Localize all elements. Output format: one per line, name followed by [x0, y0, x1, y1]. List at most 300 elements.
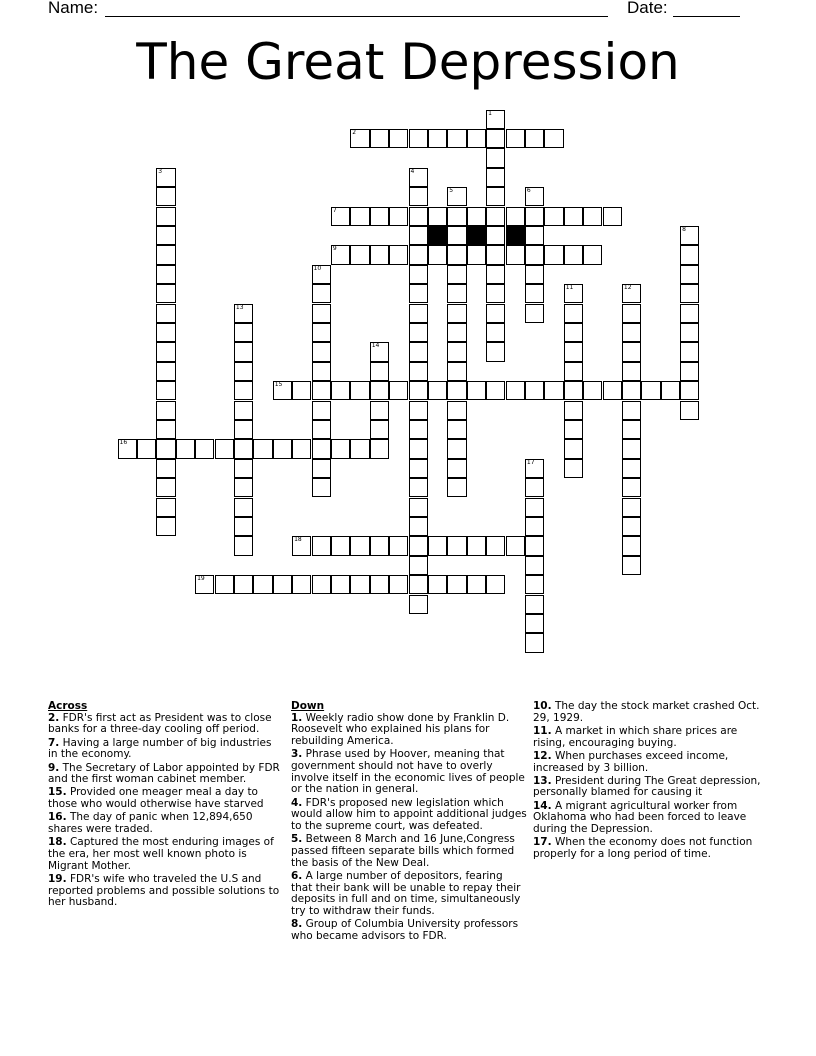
grid-cell[interactable] — [486, 207, 505, 226]
grid-cell[interactable] — [447, 304, 466, 323]
clue-item — [291, 798, 527, 833]
clue-text: Having a large number of big industries in the economy. — [48, 736, 272, 761]
clue-item — [533, 776, 769, 799]
clue-text: When purchases exceed income, increased by 3 billion. — [533, 749, 729, 774]
clue-number-label: 9. — [48, 761, 60, 774]
grid-cell[interactable] — [622, 342, 641, 361]
grid-cell[interactable] — [680, 284, 699, 303]
grid-cell[interactable] — [467, 245, 486, 264]
grid-cell[interactable] — [312, 323, 331, 342]
grid-cell[interactable] — [156, 207, 175, 226]
grid-cell[interactable] — [370, 362, 389, 381]
grid-cell[interactable] — [641, 381, 660, 400]
grid-cell[interactable] — [447, 187, 466, 206]
grid-cell[interactable] — [544, 381, 563, 400]
clue-number-label: 14. — [533, 799, 552, 812]
grid-cell[interactable] — [156, 459, 175, 478]
clue-text: Phrase used by Hoover, meaning that government should not have to overly involve itself in the economic lives of people or the nation in general. — [291, 748, 525, 796]
grid-cell[interactable] — [350, 207, 369, 226]
grid-cell[interactable] — [234, 575, 253, 594]
grid-cell[interactable] — [234, 381, 253, 400]
grid-cell[interactable] — [428, 207, 447, 226]
grid-cell[interactable] — [350, 245, 369, 264]
grid-cell[interactable] — [409, 595, 428, 614]
grid-cell[interactable] — [234, 498, 253, 517]
grid-cell[interactable] — [622, 517, 641, 536]
grid-cell[interactable] — [370, 575, 389, 594]
grid-cell[interactable] — [525, 478, 544, 497]
grid-cell[interactable] — [506, 207, 525, 226]
grid-cell[interactable] — [680, 362, 699, 381]
grid-cell[interactable] — [506, 536, 525, 555]
clue-number-label: 7. — [48, 736, 60, 749]
across-clue-list — [48, 713, 284, 909]
grid-cell[interactable] — [622, 478, 641, 497]
grid-cell[interactable] — [156, 342, 175, 361]
grid-cell[interactable] — [389, 575, 408, 594]
grid-cell[interactable] — [467, 381, 486, 400]
grid-cell[interactable] — [312, 342, 331, 361]
grid-cell[interactable] — [525, 226, 544, 245]
grid-cell[interactable] — [156, 401, 175, 420]
grid-cell[interactable] — [156, 245, 175, 264]
grid-cell[interactable] — [447, 478, 466, 497]
black-cell — [506, 226, 525, 245]
grid-cell[interactable] — [409, 536, 428, 555]
clue-text: The day of panic when 12,894,650 shares were traded. — [48, 811, 253, 836]
grid-cell[interactable] — [253, 575, 272, 594]
grid-cell[interactable] — [215, 575, 234, 594]
grid-cell[interactable] — [486, 148, 505, 167]
grid-cell[interactable] — [525, 265, 544, 284]
grid-cell[interactable] — [312, 265, 331, 284]
grid-cell[interactable] — [603, 207, 622, 226]
clue-item — [291, 713, 527, 748]
grid-cell[interactable] — [622, 459, 641, 478]
grid-cell[interactable] — [370, 381, 389, 400]
grid-cell[interactable] — [156, 439, 175, 458]
grid-cell[interactable] — [137, 439, 156, 458]
grid-cell[interactable] — [273, 381, 292, 400]
grid-cell[interactable] — [525, 498, 544, 517]
down-clues-continued — [533, 701, 769, 862]
grid-cell[interactable] — [447, 342, 466, 361]
grid-cell[interactable] — [564, 459, 583, 478]
grid-cell[interactable] — [467, 536, 486, 555]
grid-cell[interactable] — [525, 536, 544, 555]
grid-cell[interactable] — [312, 381, 331, 400]
grid-cell[interactable] — [525, 187, 544, 206]
grid-cell[interactable] — [428, 381, 447, 400]
grid-cell[interactable] — [234, 459, 253, 478]
grid-cell[interactable] — [447, 129, 466, 148]
grid-cell[interactable] — [564, 245, 583, 264]
grid-cell[interactable] — [622, 284, 641, 303]
grid-cell[interactable] — [506, 381, 525, 400]
date-label: Date: — [627, 0, 668, 17]
grid-cell[interactable] — [622, 536, 641, 555]
grid-cell[interactable] — [156, 323, 175, 342]
grid-cell[interactable] — [312, 304, 331, 323]
grid-cell[interactable] — [486, 323, 505, 342]
clue-number: 14 — [371, 342, 380, 350]
grid-cell[interactable] — [156, 420, 175, 439]
grid-cell[interactable] — [409, 556, 428, 575]
grid-cell[interactable] — [292, 439, 311, 458]
clue-number: 17 — [526, 458, 535, 466]
grid-cell[interactable] — [486, 575, 505, 594]
grid-cell[interactable] — [486, 342, 505, 361]
clue-item — [291, 749, 527, 796]
grid-cell[interactable] — [447, 536, 466, 555]
grid-cell[interactable] — [234, 439, 253, 458]
grid-cell[interactable] — [312, 362, 331, 381]
clue-number-label: 4. — [291, 796, 303, 809]
grid-cell[interactable] — [467, 207, 486, 226]
grid-cell[interactable] — [409, 420, 428, 439]
grid-cell[interactable] — [525, 245, 544, 264]
grid-cell[interactable] — [389, 381, 408, 400]
clue-number: 18 — [294, 536, 302, 544]
grid-cell[interactable] — [312, 401, 331, 420]
grid-cell[interactable] — [312, 439, 331, 458]
grid-cell[interactable] — [622, 439, 641, 458]
clue-number-label: 6. — [291, 869, 303, 882]
grid-cell[interactable] — [292, 381, 311, 400]
grid-cell[interactable] — [312, 478, 331, 497]
grid-cell[interactable] — [564, 207, 583, 226]
grid-cell[interactable] — [447, 362, 466, 381]
grid-cell[interactable] — [370, 207, 389, 226]
grid-cell[interactable] — [409, 498, 428, 517]
grid-cell[interactable] — [350, 439, 369, 458]
grid-cell[interactable] — [428, 129, 447, 148]
grid-cell[interactable] — [409, 226, 428, 245]
grid-cell[interactable] — [564, 342, 583, 361]
clue-number: 19 — [197, 575, 205, 583]
grid-cell[interactable] — [583, 381, 602, 400]
grid-cell[interactable] — [156, 265, 175, 284]
grid-cell[interactable] — [447, 575, 466, 594]
clue-text: Captured the most enduring images of the era, her most well known photo is Migrant Mother. — [48, 836, 274, 872]
grid-cell[interactable] — [312, 459, 331, 478]
grid-cell[interactable] — [680, 265, 699, 284]
grid-cell[interactable] — [525, 459, 544, 478]
grid-cell[interactable] — [447, 401, 466, 420]
grid-cell[interactable] — [370, 439, 389, 458]
grid-cell[interactable] — [622, 498, 641, 517]
across-heading: Across — [48, 700, 88, 712]
clue-number: 2 — [352, 128, 357, 136]
grid-cell[interactable] — [447, 245, 466, 264]
grid-cell[interactable] — [156, 498, 175, 517]
grid-cell[interactable] — [350, 381, 369, 400]
grid-cell[interactable] — [564, 284, 583, 303]
grid-cell[interactable] — [622, 323, 641, 342]
grid-cell[interactable] — [564, 401, 583, 420]
grid-cell[interactable] — [680, 304, 699, 323]
grid-cell[interactable] — [603, 381, 622, 400]
grid-cell[interactable] — [525, 304, 544, 323]
grid-cell[interactable] — [525, 633, 544, 652]
grid-cell[interactable] — [409, 459, 428, 478]
clue-text: FDR's wife who traveled the U.S and reported problems and possible solutions to her husband. — [48, 872, 280, 909]
clue-number-label: 2. — [48, 711, 60, 724]
clue-number-label: 5. — [291, 833, 303, 846]
clue-item — [533, 801, 769, 836]
grid-cell[interactable] — [447, 381, 466, 400]
clue-number: 3 — [158, 167, 163, 175]
grid-cell[interactable] — [486, 245, 505, 264]
grid-cell[interactable] — [312, 536, 331, 555]
down-heading: Down — [291, 700, 325, 712]
grid-cell[interactable] — [409, 517, 428, 536]
grid-cell[interactable] — [234, 420, 253, 439]
clue-number: 8 — [682, 225, 686, 233]
grid-cell[interactable] — [486, 381, 505, 400]
grid-cell[interactable] — [370, 342, 389, 361]
grid-cell[interactable] — [312, 575, 331, 594]
grid-cell[interactable] — [234, 323, 253, 342]
grid-cell[interactable] — [156, 226, 175, 245]
grid-cell[interactable] — [409, 187, 428, 206]
grid-cell[interactable] — [525, 207, 544, 226]
grid-cell[interactable] — [622, 401, 641, 420]
grid-cell[interactable] — [409, 304, 428, 323]
clue-item — [533, 751, 769, 774]
grid-cell[interactable] — [118, 439, 137, 458]
grid-cell[interactable] — [428, 245, 447, 264]
grid-cell[interactable] — [156, 478, 175, 497]
grid-cell[interactable] — [234, 304, 253, 323]
grid-cell[interactable] — [622, 420, 641, 439]
grid-cell[interactable] — [680, 226, 699, 245]
grid-cell[interactable] — [176, 439, 195, 458]
page-title: The Great Depression — [136, 33, 680, 91]
grid-cell[interactable] — [409, 129, 428, 148]
clue-item — [533, 837, 769, 860]
grid-cell[interactable] — [234, 536, 253, 555]
grid-cell[interactable] — [544, 129, 563, 148]
clue-number: 5 — [449, 187, 454, 195]
grid-cell[interactable] — [622, 556, 641, 575]
grid-cell[interactable] — [506, 129, 525, 148]
grid-cell[interactable] — [486, 284, 505, 303]
grid-cell[interactable] — [273, 439, 292, 458]
grid-cell[interactable] — [409, 245, 428, 264]
grid-cell[interactable] — [195, 439, 214, 458]
grid-cell[interactable] — [447, 420, 466, 439]
clue-number-label: 19. — [48, 872, 67, 885]
grid-cell[interactable] — [525, 284, 544, 303]
grid-cell[interactable] — [486, 226, 505, 245]
grid-cell[interactable] — [622, 304, 641, 323]
grid-cell[interactable] — [680, 245, 699, 264]
grid-cell[interactable] — [331, 439, 350, 458]
clue-number: 7 — [332, 206, 337, 214]
grid-cell[interactable] — [409, 342, 428, 361]
down-clue-list — [291, 713, 527, 943]
grid-cell[interactable] — [583, 245, 602, 264]
grid-cell[interactable] — [273, 575, 292, 594]
clue-text: Weekly radio show done by Franklin D. Roosevelt who explained his plans for rebuilding America. — [291, 711, 510, 748]
grid-cell[interactable] — [253, 439, 272, 458]
across-clues — [48, 701, 284, 910]
grid-cell[interactable] — [156, 187, 175, 206]
grid-cell[interactable] — [525, 129, 544, 148]
grid-cell[interactable] — [544, 245, 563, 264]
clue-item — [291, 919, 527, 942]
grid-cell[interactable] — [370, 536, 389, 555]
grid-cell[interactable] — [409, 381, 428, 400]
clue-item — [533, 726, 769, 749]
grid-cell[interactable] — [447, 226, 466, 245]
grid-cell[interactable] — [428, 536, 447, 555]
grid-cell[interactable] — [525, 556, 544, 575]
grid-cell[interactable] — [486, 304, 505, 323]
grid-cell[interactable] — [350, 536, 369, 555]
black-cell — [428, 226, 447, 245]
grid-cell[interactable] — [409, 168, 428, 187]
grid-cell[interactable] — [467, 129, 486, 148]
grid-cell[interactable] — [312, 420, 331, 439]
grid-cell[interactable] — [370, 401, 389, 420]
grid-cell[interactable] — [409, 323, 428, 342]
grid-cell[interactable] — [447, 439, 466, 458]
grid-cell[interactable] — [156, 362, 175, 381]
clue-text: Between 8 March and 16 June,Congress passed fifteen separate bills which formed the basis of the New Deal. — [291, 833, 515, 869]
grid-cell[interactable] — [409, 284, 428, 303]
grid-cell[interactable] — [389, 245, 408, 264]
clue-item — [48, 763, 284, 786]
name-label: Name: — [48, 0, 99, 17]
grid-cell[interactable] — [156, 284, 175, 303]
grid-cell[interactable] — [506, 245, 525, 264]
grid-cell[interactable] — [564, 362, 583, 381]
grid-cell[interactable] — [447, 207, 466, 226]
grid-cell[interactable] — [195, 575, 214, 594]
grid-cell[interactable] — [564, 420, 583, 439]
grid-cell[interactable] — [370, 129, 389, 148]
grid-cell[interactable] — [564, 439, 583, 458]
grid-cell[interactable] — [467, 575, 486, 594]
grid-cell[interactable] — [564, 323, 583, 342]
clue-text: FDR's first act as President was to close banks for a three-day cooling off period. — [48, 711, 272, 736]
clue-text: When the economy does not function properly for a long period of time. — [533, 836, 753, 860]
grid-cell[interactable] — [622, 381, 641, 400]
grid-cell[interactable] — [234, 401, 253, 420]
clue-number: 13 — [235, 303, 244, 311]
grid-cell[interactable] — [350, 575, 369, 594]
clue-number: 11 — [565, 284, 574, 292]
grid-cell[interactable] — [234, 517, 253, 536]
grid-cell[interactable] — [486, 110, 505, 129]
grid-cell[interactable] — [486, 168, 505, 187]
grid-cell[interactable] — [447, 323, 466, 342]
grid-cell[interactable] — [389, 536, 408, 555]
grid-cell[interactable] — [486, 265, 505, 284]
grid-cell[interactable] — [350, 129, 369, 148]
grid-cell[interactable] — [409, 401, 428, 420]
grid-cell[interactable] — [525, 517, 544, 536]
grid-cell[interactable] — [234, 362, 253, 381]
clue-number-label: 18. — [48, 836, 67, 849]
grid-cell[interactable] — [370, 420, 389, 439]
clue-text: The day the stock market crashed Oct. 29, 1929. — [533, 700, 760, 724]
grid-cell[interactable] — [331, 245, 350, 264]
grid-cell[interactable] — [525, 595, 544, 614]
grid-cell[interactable] — [622, 362, 641, 381]
down-clues — [291, 701, 527, 944]
grid-cell[interactable] — [525, 381, 544, 400]
clue-text: FDR's proposed new legislation which would allow him to appoint additional judges to the supreme court, was defeated. — [291, 796, 527, 833]
grid-cell[interactable] — [680, 381, 699, 400]
clue-item — [533, 701, 769, 724]
clue-number-label: 1. — [291, 711, 303, 724]
grid-cell[interactable] — [389, 207, 408, 226]
grid-cell[interactable] — [680, 342, 699, 361]
grid-cell[interactable] — [292, 536, 311, 555]
grid-cell[interactable] — [156, 381, 175, 400]
grid-cell[interactable] — [234, 478, 253, 497]
grid-cell[interactable] — [370, 245, 389, 264]
grid-cell[interactable] — [331, 381, 350, 400]
grid-cell[interactable] — [409, 439, 428, 458]
grid-cell[interactable] — [331, 536, 350, 555]
grid-cell[interactable] — [389, 129, 408, 148]
clue-number: 1 — [488, 109, 492, 117]
grid-cell[interactable] — [447, 265, 466, 284]
grid-cell[interactable] — [486, 129, 505, 148]
grid-cell[interactable] — [583, 207, 602, 226]
grid-cell[interactable] — [447, 284, 466, 303]
grid-cell[interactable] — [447, 459, 466, 478]
clue-number: 6 — [526, 187, 531, 195]
clue-text: A migrant agricultural worker from Oklahoma who had been forced to leave during the Depression. — [533, 799, 747, 836]
grid-cell[interactable] — [428, 575, 447, 594]
grid-cell[interactable] — [156, 517, 175, 536]
grid-cell[interactable] — [564, 304, 583, 323]
grid-cell[interactable] — [409, 362, 428, 381]
grid-cell[interactable] — [331, 207, 350, 226]
grid-cell[interactable] — [312, 284, 331, 303]
grid-cell[interactable] — [409, 265, 428, 284]
grid-cell[interactable] — [486, 187, 505, 206]
grid-cell[interactable] — [156, 304, 175, 323]
clue-text: President during The Great depression, personally blamed for causing it — [533, 774, 761, 799]
clue-number-label: 10. — [533, 700, 552, 712]
clue-number-label: 8. — [291, 918, 303, 931]
clue-number: 9 — [332, 245, 337, 253]
clue-number-label: 12. — [533, 749, 552, 762]
grid-cell[interactable] — [661, 381, 680, 400]
grid-cell[interactable] — [292, 575, 311, 594]
grid-cell[interactable] — [409, 478, 428, 497]
grid-cell[interactable] — [525, 575, 544, 594]
grid-cell[interactable] — [409, 575, 428, 594]
grid-cell[interactable] — [409, 207, 428, 226]
grid-cell[interactable] — [215, 439, 234, 458]
grid-cell[interactable] — [564, 381, 583, 400]
grid-cell[interactable] — [486, 536, 505, 555]
grid-cell[interactable] — [544, 207, 563, 226]
grid-cell[interactable] — [331, 575, 350, 594]
grid-cell[interactable] — [680, 323, 699, 342]
grid-cell[interactable] — [525, 614, 544, 633]
grid-cell[interactable] — [156, 168, 175, 187]
grid-cell[interactable] — [234, 342, 253, 361]
grid-cell[interactable] — [680, 401, 699, 420]
